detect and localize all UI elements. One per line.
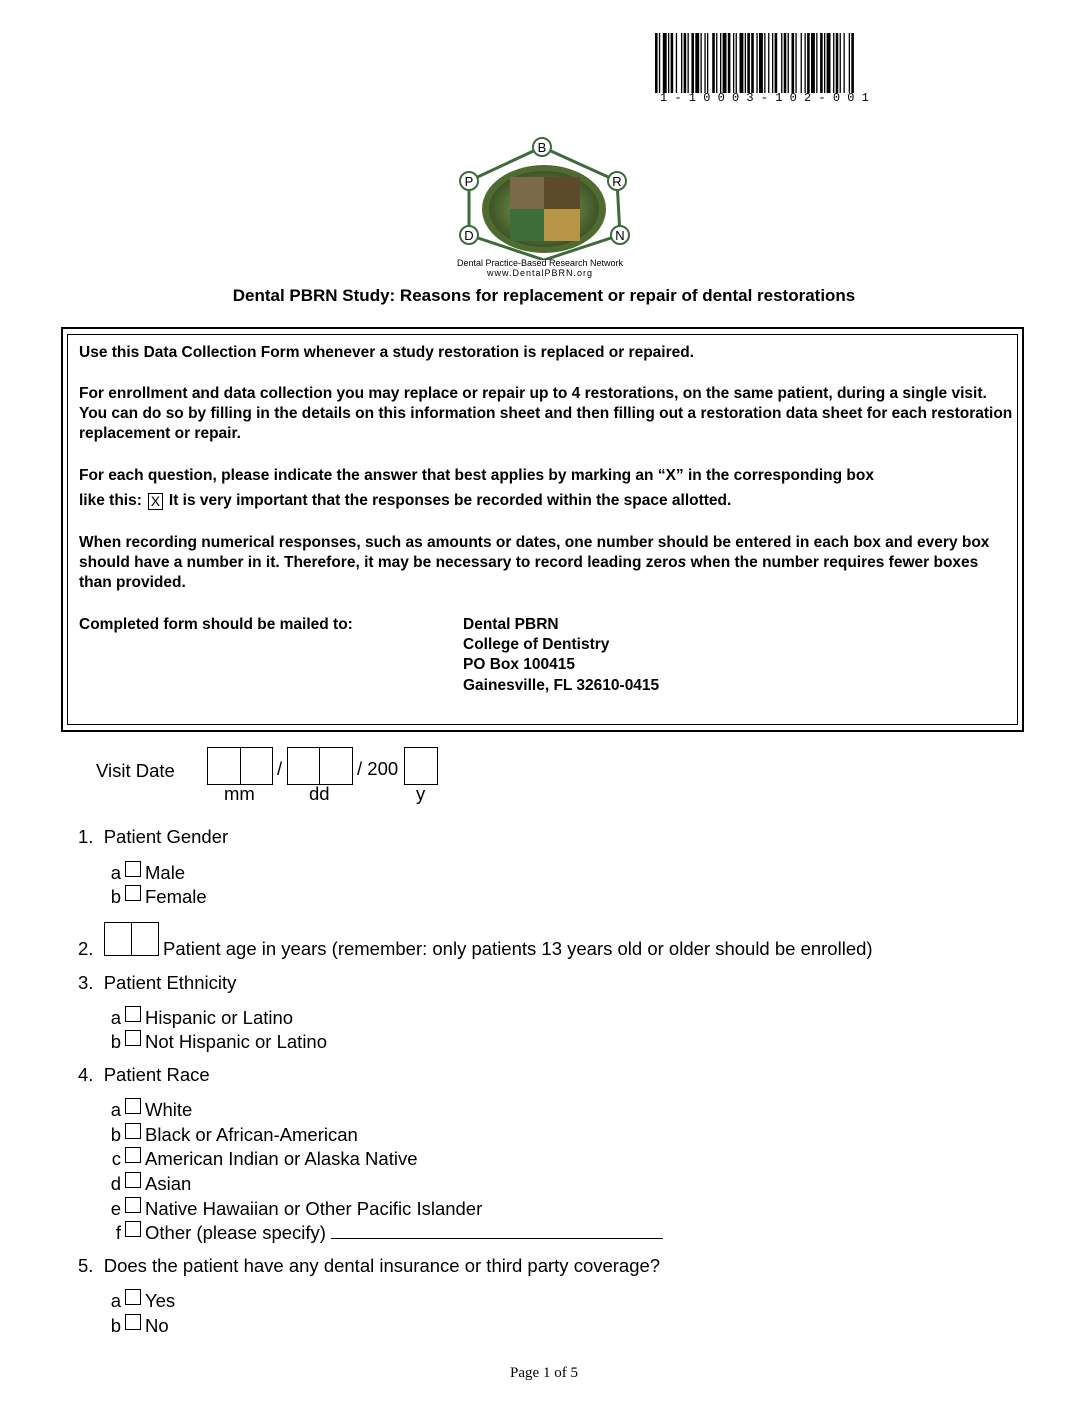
barcode-bar	[671, 33, 674, 93]
q4d-letter: d	[110, 1173, 121, 1194]
q2-number: 2.	[78, 938, 94, 959]
q4-option-other[interactable]	[108, 1221, 663, 1244]
barcode-bar	[701, 33, 702, 93]
logo-letter-d: D	[464, 228, 474, 243]
barcode-bar	[655, 33, 658, 93]
instruction-numerical-italic: s	[677, 554, 687, 571]
mail-label: Completed form should be mailed to:	[79, 616, 353, 633]
q4e-text: Native Hawaiian or Other Pacific Islander	[145, 1198, 483, 1219]
q4c-checkbox[interactable]	[125, 1147, 141, 1163]
barcode-bar	[756, 33, 757, 93]
instruction-marking-line2	[79, 491, 1014, 511]
barcode-bar	[684, 33, 687, 93]
barcode-bar	[747, 33, 750, 93]
barcode-bar	[827, 33, 831, 93]
instruction-marking-before: like this:	[79, 492, 142, 509]
barcode-bar	[844, 33, 845, 93]
age-digit-2[interactable]	[131, 922, 159, 956]
instruction-numerical	[79, 533, 1014, 593]
instruction-marking-line1: For each question, please indicate the answer that best applies by marking an “X” in the corresponding box	[79, 467, 874, 484]
barcode-bar	[840, 33, 841, 93]
logo-letter-b: B	[537, 140, 547, 155]
barcode-bar	[795, 33, 796, 93]
page-number: Page 1 of 5	[510, 1365, 578, 1381]
barcode-bar	[811, 33, 815, 93]
instruction-numerical-end: when the number requires fewer boxes than provided.	[79, 554, 979, 591]
barcode-bar	[784, 33, 787, 93]
month-caption: mm	[224, 783, 255, 804]
q3-option-not-hispanic[interactable]	[108, 1030, 327, 1053]
q4c-text: American Indian or Alaska Native	[145, 1148, 418, 1169]
date-separator-2: / 200	[357, 758, 399, 779]
q5-label: Does the patient have any dental insurance or third party coverage?	[103, 1255, 661, 1276]
q3b-letter: b	[110, 1031, 121, 1052]
barcode-bar	[792, 33, 795, 93]
q4-number: 4.	[78, 1064, 94, 1085]
q3-option-hispanic[interactable]	[108, 1006, 293, 1029]
q4-option-black[interactable]	[108, 1123, 358, 1146]
barcode-bar	[745, 33, 746, 93]
q1a-text: Male	[145, 862, 186, 883]
barcode-bar	[704, 33, 705, 93]
q4b-checkbox[interactable]	[125, 1123, 141, 1139]
barcode-bar	[833, 33, 834, 93]
age-digit-1[interactable]	[104, 922, 132, 956]
barcode-bar	[663, 33, 667, 93]
barcode-bar	[851, 33, 854, 93]
barcode-bar	[764, 33, 765, 93]
barcode-bar	[740, 33, 744, 93]
barcode-bar	[824, 33, 825, 93]
barcode-bar	[801, 33, 802, 93]
q4b-text: Black or African-American	[145, 1124, 358, 1145]
q4c-letter: c	[111, 1148, 121, 1169]
barcode-bar	[728, 33, 731, 93]
barcode-bar	[695, 33, 699, 93]
q5a-text: Yes	[145, 1290, 176, 1311]
q4-option-asian[interactable]	[108, 1172, 191, 1195]
q4e-checkbox[interactable]	[125, 1197, 141, 1213]
instruction-numerical-start: When recording numerical responses, such as amounts or dates, one number should be entered in each box and every box should have a number in it. Therefore, it may be necessary to record leading zero	[79, 534, 990, 571]
logo-url: www.DentalPBRN.org	[486, 268, 594, 278]
instruction-usage: Use this Data Collection Form whenever a study restoration is replaced or repaired.	[79, 344, 695, 361]
q4f-letter: f	[115, 1222, 121, 1243]
barcode-bar	[820, 33, 823, 93]
barcode-bar	[768, 33, 769, 93]
q4f-checkbox[interactable]	[125, 1221, 141, 1237]
q1a-letter: a	[110, 862, 121, 883]
day-caption: dd	[309, 783, 330, 804]
visit-month-digit-1[interactable]	[207, 747, 241, 785]
visit-year-digit[interactable]	[404, 747, 438, 785]
q4a-letter: a	[110, 1099, 121, 1120]
q5a-checkbox[interactable]	[125, 1289, 141, 1305]
q4-option-white[interactable]	[108, 1098, 192, 1121]
q1-heading	[78, 826, 228, 848]
visit-month-digit-2[interactable]	[240, 747, 273, 785]
address-line-1: Dental PBRN	[463, 616, 559, 633]
other-specify-line[interactable]	[331, 1224, 663, 1239]
barcode-bar	[736, 33, 737, 93]
barcode-bar	[772, 33, 773, 93]
barcode-bar	[788, 33, 789, 93]
visit-date-label: Visit Date	[96, 760, 175, 781]
visit-day-digit-1[interactable]	[287, 747, 320, 785]
barcode-bar	[688, 33, 689, 93]
q4-label: Patient Race	[103, 1064, 210, 1085]
barcode-bar	[751, 33, 754, 93]
q4a-checkbox[interactable]	[125, 1098, 141, 1114]
address-line-3: PO Box 100415	[463, 656, 576, 673]
q4b-letter: b	[110, 1124, 121, 1145]
q5b-letter: b	[110, 1315, 121, 1336]
q5-number: 5.	[78, 1255, 94, 1276]
q5b-text: No	[145, 1315, 169, 1336]
barcode-bar	[807, 33, 810, 93]
q3b-checkbox[interactable]	[125, 1030, 141, 1046]
barcode-bar	[759, 33, 763, 93]
q5-option-yes[interactable]	[108, 1289, 175, 1312]
q4d-checkbox[interactable]	[125, 1172, 141, 1188]
q3-heading	[78, 972, 236, 994]
q3b-text: Not Hispanic or Latino	[145, 1031, 328, 1052]
address-line-4: Gainesville, FL 32610-0415	[463, 677, 660, 694]
barcode-bar	[716, 33, 717, 93]
q1b-text: Female	[145, 886, 207, 907]
q3a-text: Hispanic or Latino	[145, 1007, 294, 1028]
barcode-bar	[668, 33, 669, 93]
barcode-bar	[712, 33, 715, 93]
q5-option-no[interactable]	[108, 1314, 169, 1337]
barcode-bar	[723, 33, 727, 93]
example-x-checkbox: X	[148, 493, 163, 510]
q5-heading	[78, 1255, 660, 1277]
address-line-2: College of Dentistry	[463, 636, 610, 653]
q3-label: Patient Ethnicity	[103, 972, 237, 993]
q4-heading	[78, 1064, 210, 1086]
year-caption: y	[416, 783, 426, 804]
q3-number: 3.	[78, 972, 94, 993]
q3a-checkbox[interactable]	[125, 1006, 141, 1022]
logo-caption	[440, 258, 640, 278]
barcode-bar	[707, 33, 708, 93]
barcode-bar	[849, 33, 850, 93]
q4e-letter: e	[110, 1198, 121, 1219]
barcode	[655, 33, 955, 105]
barcode-bar	[659, 33, 660, 93]
barcode-bar	[720, 33, 721, 93]
q4f-text: Other (please specify)	[145, 1222, 326, 1243]
q5a-letter: a	[110, 1290, 121, 1311]
instruction-marking-after: It is very important that the responses be recorded within the space allotted.	[168, 492, 732, 509]
q2-label: Patient age in years (remember: only patients 13 years old or older should be enrolled)	[163, 938, 873, 959]
q1b-letter: b	[110, 886, 121, 907]
form-title: Dental PBRN Study: Reasons for replacement or repair of dental restorations	[232, 286, 856, 305]
q1-option-male[interactable]	[108, 861, 185, 884]
q1-number: 1.	[78, 826, 94, 847]
barcode-bar	[781, 33, 782, 93]
barcode-bar	[681, 33, 682, 93]
q4-option-pacific-islander[interactable]	[108, 1197, 482, 1220]
q1-label: Patient Gender	[103, 826, 229, 847]
barcode-bar	[676, 33, 677, 93]
barcode-number: 1-10003-102-001	[660, 91, 877, 105]
barcode-bar	[691, 33, 694, 93]
q1-option-female[interactable]	[108, 885, 207, 908]
barcode-bar	[733, 33, 734, 93]
logo-letter-r: R	[612, 174, 622, 189]
barcode-bars	[655, 33, 955, 93]
date-separator-1: /	[277, 758, 283, 779]
q4a-text: White	[145, 1099, 193, 1120]
barcode-bar	[836, 33, 839, 93]
barcode-bar	[775, 33, 778, 93]
q1a-checkbox[interactable]	[125, 861, 141, 877]
visit-day-digit-2[interactable]	[319, 747, 353, 785]
logo-letter-p: P	[464, 174, 474, 189]
q5b-checkbox[interactable]	[125, 1314, 141, 1330]
q3a-letter: a	[110, 1007, 121, 1028]
q4-option-american-indian[interactable]	[108, 1147, 418, 1170]
q4d-text: Asian	[145, 1173, 192, 1194]
barcode-bar	[816, 33, 817, 93]
barcode-bar	[805, 33, 806, 93]
q1b-checkbox[interactable]	[125, 885, 141, 901]
logo-caption-text: Dental Practice-Based Research Network	[456, 258, 624, 268]
logo-letter-n: N	[615, 228, 625, 243]
instruction-enrollment: For enrollment and data collection you may replace or repair up to 4 restorations, on the same patient, during a single visit. You can do so by filling in the details on this information sheet and then filling out a restoration data sheet for each restoration replacement or repair.	[79, 385, 1013, 442]
